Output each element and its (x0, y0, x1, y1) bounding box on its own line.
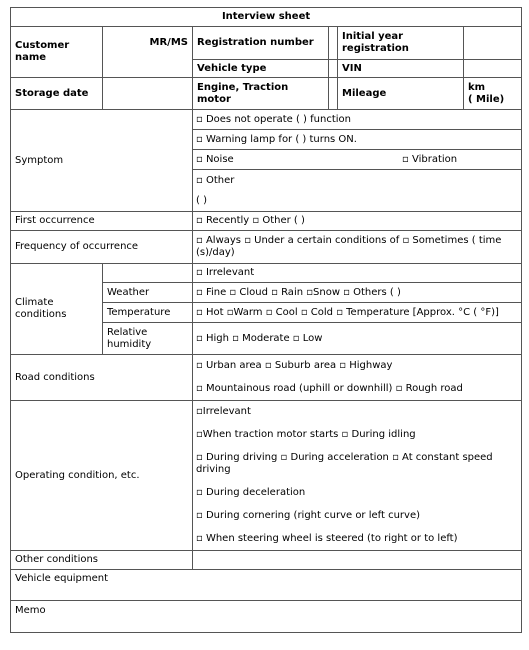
engine-motor-label: Engine, Traction motor (193, 78, 329, 110)
initial-year-label: Initial year registration (338, 27, 464, 60)
customer-name-label: Customer name (11, 27, 103, 78)
mileage-label: Mileage (338, 78, 464, 110)
vehicle-equipment-label: Vehicle equipment (15, 573, 109, 584)
symptom-option-warning-lamp[interactable]: ▫ Warning lamp for ( ) turns ON. (193, 130, 522, 150)
operating-option-deceleration[interactable]: ▫ During deceleration (193, 482, 522, 505)
operating-option-cornering[interactable]: ▫ During cornering (right curve or left curve) (193, 505, 522, 528)
storage-date-label: Storage date (11, 78, 103, 110)
road-option-mountainous[interactable]: ▫ Mountainous road (uphill or downhill) ▫ Rough road (193, 378, 522, 401)
other-conditions-label: Other conditions (11, 551, 193, 570)
engine-motor-value[interactable] (329, 78, 338, 110)
road-conditions-label: Road conditions (11, 355, 193, 401)
temperature-label: Temperature (103, 303, 193, 323)
road-option-urban[interactable]: ▫ Urban area ▫ Suburb area ▫ Highway (193, 355, 522, 378)
vehicle-type-value[interactable] (329, 60, 338, 78)
frequency-options[interactable]: ▫ Always ▫ Under a certain conditions of ▫ Sometimes ( time (s)/day) (193, 231, 522, 264)
mr-ms-label: MR/MS (103, 27, 193, 78)
symptom-option-noise-vibration[interactable] (193, 150, 522, 170)
interview-table (10, 7, 522, 633)
registration-number-label: Registration number (193, 27, 329, 60)
operating-option-motor-starts[interactable]: ▫When traction motor starts ▫ During idling (193, 424, 522, 447)
km-mile-label: km ( Mile) (464, 78, 522, 110)
operating-option-irrelevant[interactable]: ▫Irrelevant (193, 401, 522, 424)
memo-field[interactable] (11, 601, 522, 633)
climate-blank (103, 264, 193, 283)
symptom-option-not-operate[interactable]: ▫ Does not operate ( ) function (193, 110, 522, 130)
operating-option-steering[interactable]: ▫ When steering wheel is steered (to right or to left) (193, 528, 522, 551)
symptom-option-noise[interactable]: ▫ Noise (196, 153, 234, 165)
humidity-options[interactable]: ▫ High ▫ Moderate ▫ Low (193, 323, 522, 355)
vehicle-equipment-field[interactable] (11, 570, 522, 601)
other-conditions-value[interactable] (193, 551, 522, 570)
operating-condition-label: Operating condition, etc. (11, 401, 193, 551)
humidity-label: Relative humidity (103, 323, 193, 355)
initial-year-value[interactable] (464, 27, 522, 60)
symptom-label: Symptom (11, 110, 193, 212)
temperature-options[interactable]: ▫ Hot ▫Warm ▫ Cool ▫ Cold ▫ Temperature [Approx. °C ( °F)] (193, 303, 522, 323)
climate-irrelevant-option[interactable]: ▫ Irrelevant (193, 264, 522, 283)
registration-number-value[interactable] (329, 27, 338, 60)
sheet-title: Interview sheet (11, 8, 522, 27)
symptom-other-detail[interactable]: ( ) (193, 192, 522, 212)
weather-label: Weather (103, 283, 193, 303)
vin-value[interactable] (464, 60, 522, 78)
vin-label: VIN (338, 60, 464, 78)
symptom-option-vibration[interactable]: ▫ Vibration (402, 153, 458, 165)
weather-options[interactable]: ▫ Fine ▫ Cloud ▫ Rain ▫Snow ▫ Others ( ) (193, 283, 522, 303)
climate-label: Climate conditions (11, 264, 103, 355)
interview-sheet (10, 7, 521, 633)
storage-date-value[interactable] (103, 78, 193, 110)
first-occurrence-label: First occurrence (11, 212, 193, 231)
frequency-label: Frequency of occurrence (11, 231, 193, 264)
vehicle-type-label: Vehicle type (193, 60, 329, 78)
memo-label: Memo (15, 605, 46, 616)
symptom-option-other[interactable]: ▫ Other (193, 170, 522, 192)
operating-option-driving[interactable]: ▫ During driving ▫ During acceleration ▫ At constant speed driving (193, 447, 522, 482)
first-occurrence-options[interactable]: ▫ Recently ▫ Other ( ) (193, 212, 522, 231)
